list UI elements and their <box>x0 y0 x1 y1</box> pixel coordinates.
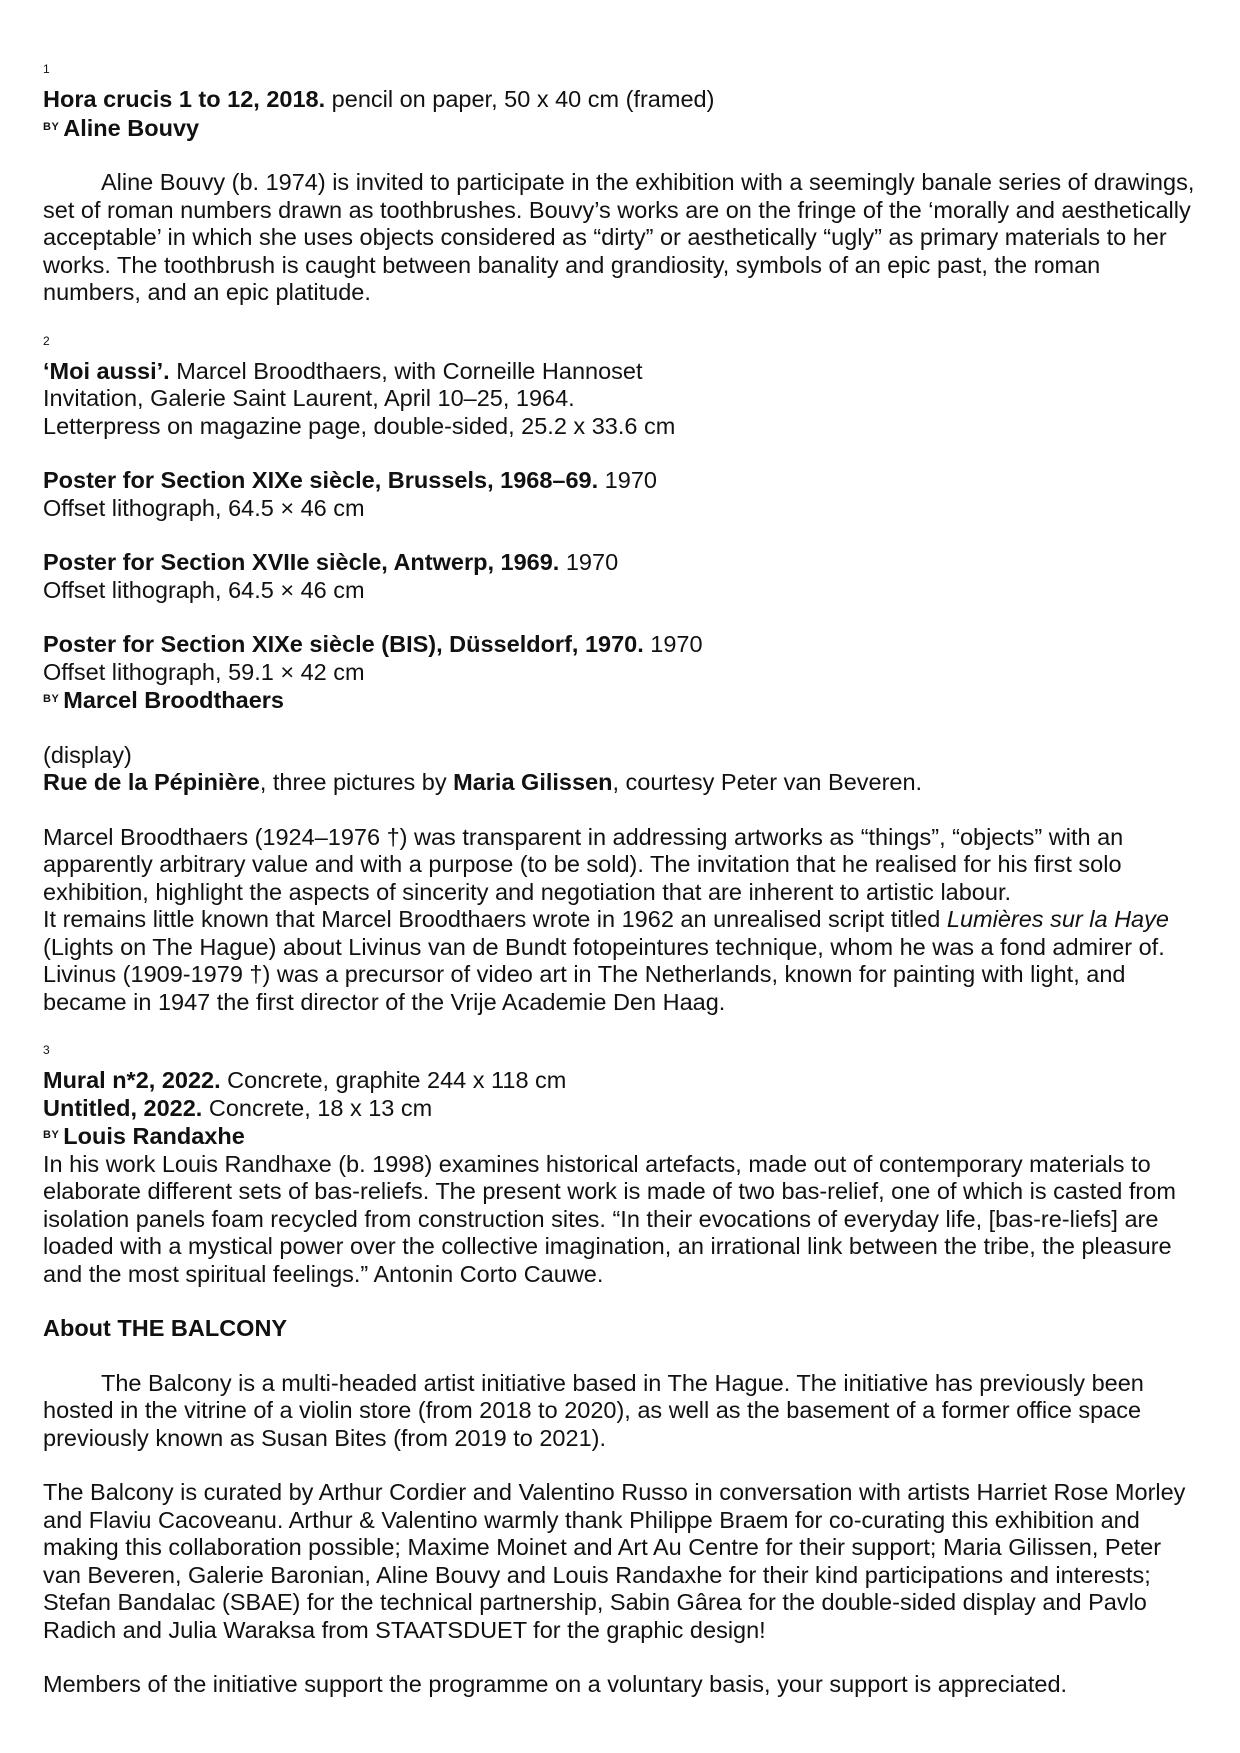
by-label: BY <box>43 1129 60 1141</box>
display-label: (display) <box>43 741 132 768</box>
display-credit <box>43 769 1203 797</box>
work-title-line <box>43 467 1203 495</box>
artist-credit <box>43 686 1203 715</box>
display-text: , three pictures by <box>259 769 454 795</box>
script-title: Lumières sur la Haye <box>946 906 1169 932</box>
work-details-line: Offset lithograph, 64.5 × 46 cm <box>43 576 365 603</box>
artist-credit <box>43 114 1203 143</box>
work-details: pencil on paper, 50 x 40 cm (framed) <box>325 86 715 112</box>
description-text: (Lights on The Hague) about Livinus van de Bundt fotopeintures technique, whom he was a fond admirer of. Livinus (1909-1979 †) was a precursor of video art in The Netherlands, known for painting with light, and became in 1947 the first director of the Vrije Academie Den Haag. <box>43 933 1165 1015</box>
about-heading: About THE BALCONY <box>43 1315 288 1341</box>
by-label: BY <box>43 693 60 705</box>
artist-description <box>43 906 1203 1016</box>
work-title: Hora crucis 1 to 12, 2018. <box>43 86 326 112</box>
work-title: Poster for Section XIXe siècle, Brussels, 1968–69. <box>43 467 599 493</box>
by-label: BY <box>43 120 60 133</box>
work-details: Concrete, 18 x 13 cm <box>202 1094 433 1121</box>
work-year: 1970 <box>559 549 619 575</box>
work-year: 1970 <box>598 467 657 493</box>
work-title-line <box>43 1095 1203 1123</box>
work-title: Poster for Section XVIIe siècle, Antwerp, 1969. <box>43 549 560 575</box>
about-paragraph: The Balcony is curated by Arthur Cordier and Valentino Russo in conversation with artists Harriet Rose Morley and Flaviu Cacoveanu. Arthur & Valentino warmly thank Philippe Braem for co-curating this exhibition and making this collaboration possible; Maxime Moinet and Art Au Centre for their support; Maria Gilissen, Peter van Beveren, Galerie Baronian, Aline Bouvy and Louis Randaxhe for their kind participations and interests; Stefan Bandalac (SBAE) for the technical partnership, Sabin Gârea for the double-sided display and Pavlo Radich and Julia Waraksa from STAATSDUET for the graphic design! <box>43 1479 1186 1643</box>
about-paragraph: The Balcony is a multi-headed artist initiative based in The Hague. The initiative has previously been hosted in the vitrine of a violin store (from 2018 to 2020), as well as the basement of a former office space previously known as Susan Bites (from 2019 to 2021). <box>43 1369 1144 1451</box>
work-title: Poster for Section XIXe siècle (BIS), Düsseldorf, 1970. <box>43 631 644 657</box>
artist-name: Aline Bouvy <box>63 114 200 141</box>
work-title-line <box>43 631 1203 659</box>
work-details: Marcel Broodthaers, with Corneille Hannoset <box>169 357 643 384</box>
artist-description: In his work Louis Randhaxe (b. 1998) examines historical artefacts, made out of contemporary materials to elaborate different sets of bas-reliefs. The present work is made of two bas-relief, one of which is casted from isolation panels foam recycled from construction sites. “In their evocations of everyday life, [bas-re-liefs] are loaded with a mystical power over the collective imagination, an irrational link between the tribe, the pleasure and the most spiritual feelings.” Antonin Corto Cauwe. <box>43 1150 1176 1287</box>
artist-name: Louis Randaxhe <box>63 1123 245 1149</box>
work-title-line <box>43 358 1203 386</box>
work-title: Mural n*2, 2022. <box>43 1067 221 1093</box>
work-details-line: Offset lithograph, 64.5 × 46 cm <box>43 494 365 521</box>
work-details-line: Invitation, Galerie Saint Laurent, April 10–25, 1964. <box>43 385 575 411</box>
section-number-1: 1 <box>43 62 50 76</box>
document-page <box>43 62 1203 1699</box>
work-title-line <box>43 1067 1203 1095</box>
work-title-line <box>43 549 1203 577</box>
section-number-2: 2 <box>43 333 50 348</box>
work-details: Concrete, graphite 244 x 118 cm <box>220 1067 567 1093</box>
artist-description: Marcel Broodthaers (1924–1976 †) was transparent in addressing artworks as “things”, “objects” with an apparently arbitrary value and with a purpose (to be sold). The invitation that he realised for his first solo exhibition, highlight the aspects of sincerity and negotiation that are inherent to artistic labour. <box>43 823 1124 905</box>
display-text: , courtesy Peter van Beveren. <box>612 769 923 795</box>
about-paragraph: Members of the initiative support the programme on a voluntary basis, your support is appreciated. <box>43 1671 1068 1697</box>
artist-credit <box>43 1122 1203 1151</box>
artist-description: Aline Bouvy (b. 1974) is invited to participate in the exhibition with a seemingly banale series of drawings, set of roman numbers drawn as toothbrushes. Bouvy’s works are on the fringe of the ‘morally and aesthetically acceptable’ in which she uses objects considered as “dirty” or aesthetically “ugly” as primary materials to her works. The toothbrush is caught between banality and grandiosity, symbols of an epic past, the roman numbers, and an epic platitude. <box>43 169 1195 305</box>
display-artist: Maria Gilissen <box>453 769 613 795</box>
work-title: ‘Moi aussi’. <box>43 357 170 384</box>
section-number-3: 3 <box>43 1043 50 1057</box>
work-year: 1970 <box>643 631 703 657</box>
display-title: Rue de la Pépinière <box>43 769 260 795</box>
work-title-line <box>43 86 1203 114</box>
work-details-line: Offset lithograph, 59.1 × 42 cm <box>43 658 365 685</box>
work-details-line: Letterpress on magazine page, double-sided, 25.2 x 33.6 cm <box>43 412 676 439</box>
artist-name: Marcel Broodthaers <box>63 687 284 713</box>
work-title: Untitled, 2022. <box>43 1094 203 1121</box>
description-text: It remains little known that Marcel Broodthaers wrote in 1962 an unrealised script titled <box>43 906 947 932</box>
